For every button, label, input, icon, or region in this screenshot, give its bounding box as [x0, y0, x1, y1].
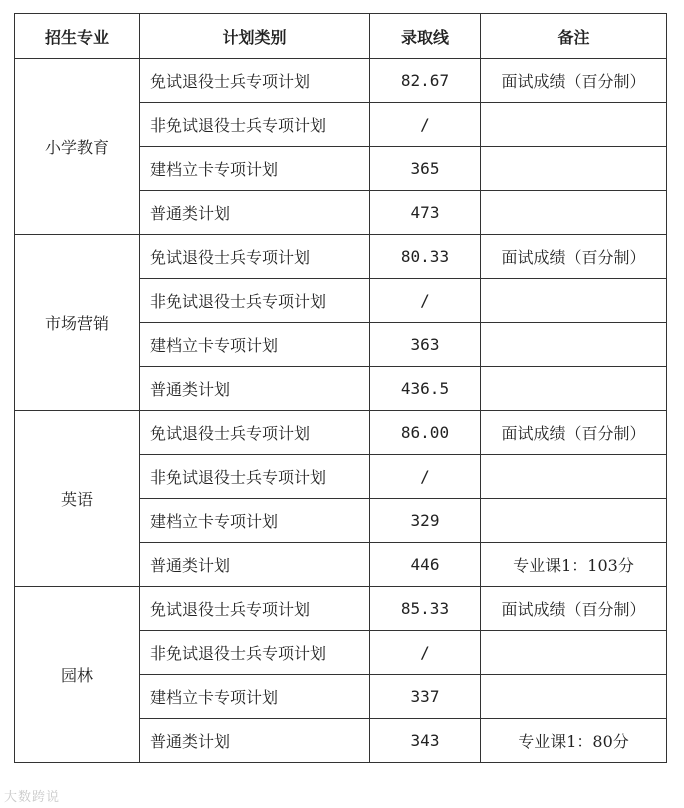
table-body	[15, 59, 667, 763]
plan-cell: 免试退役士兵专项计划	[140, 587, 370, 631]
score-cell: 436.5	[370, 367, 481, 411]
admission-score-table	[14, 13, 667, 763]
score-cell: 446	[370, 543, 481, 587]
note-cell	[481, 499, 667, 543]
note-cell	[481, 631, 667, 675]
header-score: 录取线	[370, 14, 481, 59]
note-cell: 面试成绩（百分制）	[481, 59, 667, 103]
header-row	[15, 14, 667, 59]
header-major: 招生专业	[15, 14, 140, 59]
plan-cell: 建档立卡专项计划	[140, 499, 370, 543]
note-cell	[481, 279, 667, 323]
table-row	[15, 235, 667, 279]
plan-cell: 免试退役士兵专项计划	[140, 59, 370, 103]
note-cell: 面试成绩（百分制）	[481, 411, 667, 455]
plan-cell: 非免试退役士兵专项计划	[140, 279, 370, 323]
score-cell: 473	[370, 191, 481, 235]
plan-cell: 非免试退役士兵专项计划	[140, 455, 370, 499]
table-row	[15, 587, 667, 631]
note-cell	[481, 367, 667, 411]
note-cell	[481, 191, 667, 235]
table-header	[15, 14, 667, 59]
note-cell: 面试成绩（百分制）	[481, 587, 667, 631]
note-cell: 专业课1：103分	[481, 543, 667, 587]
score-cell: /	[370, 455, 481, 499]
score-cell: /	[370, 103, 481, 147]
watermark: 大数跨说	[4, 790, 61, 805]
plan-cell: 免试退役士兵专项计划	[140, 235, 370, 279]
score-cell: 80.33	[370, 235, 481, 279]
score-cell: 82.67	[370, 59, 481, 103]
major-cell: 小学教育	[15, 59, 140, 235]
note-cell	[481, 147, 667, 191]
header-note: 备注	[481, 14, 667, 59]
note-cell	[481, 323, 667, 367]
note-cell	[481, 455, 667, 499]
plan-cell: 非免试退役士兵专项计划	[140, 103, 370, 147]
score-cell: /	[370, 279, 481, 323]
plan-cell: 建档立卡专项计划	[140, 675, 370, 719]
score-cell: 86.00	[370, 411, 481, 455]
score-cell: 365	[370, 147, 481, 191]
major-cell: 市场营销	[15, 235, 140, 411]
plan-cell: 建档立卡专项计划	[140, 147, 370, 191]
table-row	[15, 59, 667, 103]
major-cell: 园林	[15, 587, 140, 763]
major-cell: 英语	[15, 411, 140, 587]
plan-cell: 普通类计划	[140, 191, 370, 235]
note-cell	[481, 103, 667, 147]
table-row	[15, 411, 667, 455]
score-cell: 363	[370, 323, 481, 367]
plan-cell: 建档立卡专项计划	[140, 323, 370, 367]
score-cell: 329	[370, 499, 481, 543]
plan-cell: 非免试退役士兵专项计划	[140, 631, 370, 675]
score-cell: 343	[370, 719, 481, 763]
plan-cell: 普通类计划	[140, 367, 370, 411]
note-cell	[481, 675, 667, 719]
note-cell: 面试成绩（百分制）	[481, 235, 667, 279]
plan-cell: 普通类计划	[140, 543, 370, 587]
score-cell: /	[370, 631, 481, 675]
header-plan: 计划类别	[140, 14, 370, 59]
plan-cell: 普通类计划	[140, 719, 370, 763]
score-cell: 85.33	[370, 587, 481, 631]
score-cell: 337	[370, 675, 481, 719]
plan-cell: 免试退役士兵专项计划	[140, 411, 370, 455]
note-cell: 专业课1：80分	[481, 719, 667, 763]
